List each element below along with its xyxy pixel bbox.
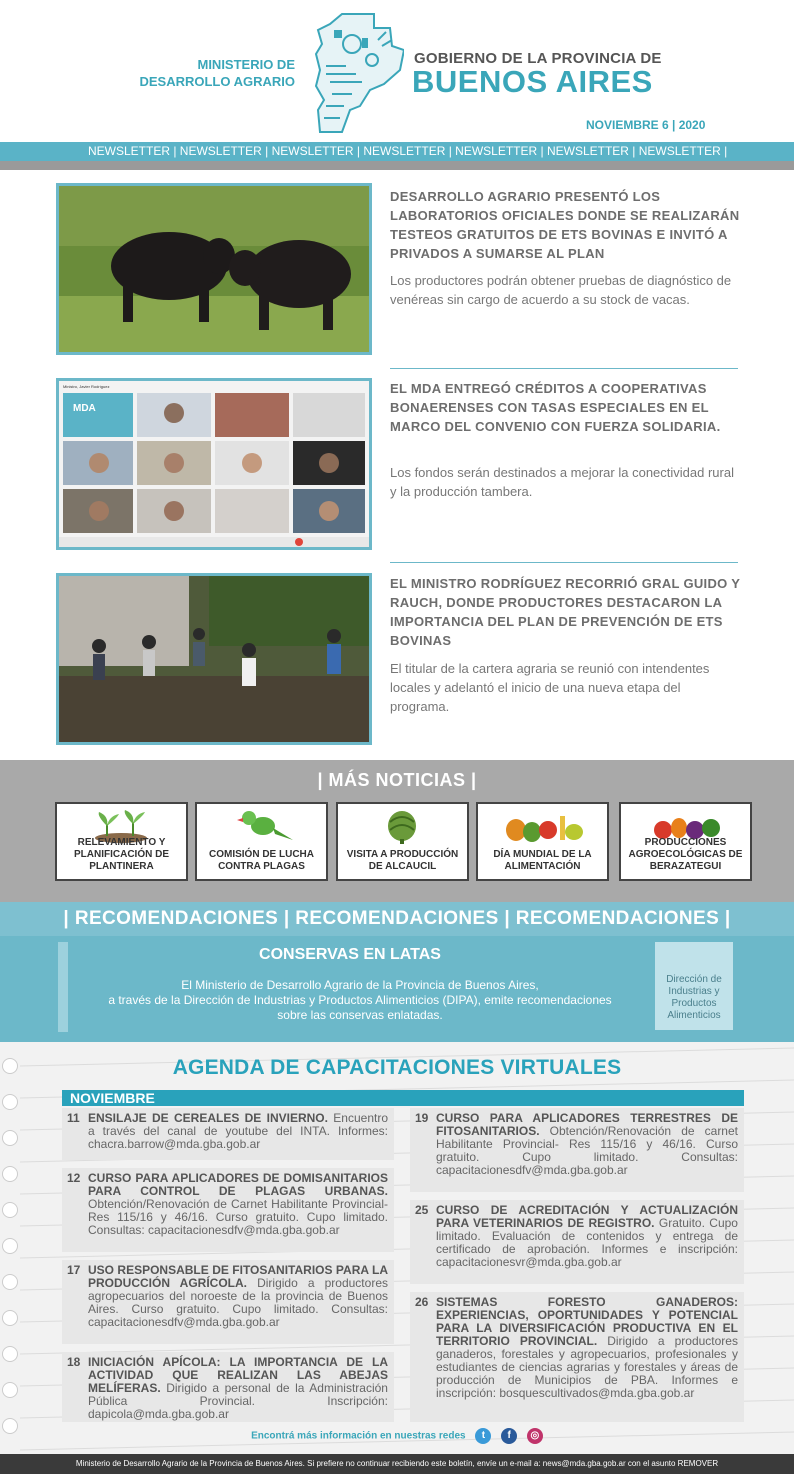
event-item[interactable] <box>410 1292 744 1422</box>
event-description: Dirigido a productores ganaderos, forestales y agropecuarios, profesionales y estudiantes de ciencias agrarias y forestales y áreas de producción de Municipios de PBA. Informes e inscripción: bosquescultivados@mda.gba.gob.ar <box>436 1334 738 1400</box>
news-card[interactable] <box>55 802 188 881</box>
header <box>0 0 794 142</box>
event-title: CURSO DE ACREDITACIÓN Y ACTUALIZACIÓN PARA VETERINARIOS DE REGISTRO. <box>436 1203 738 1230</box>
event-title: SISTEMAS FORESTO GANADEROS: EXPERIENCIAS, OPORTUNIDADES Y POTENCIAL PARA LA DIVERSIFICACIÓN PRODUCTIVA EN EL TERRITORIO PROVINCIAL. <box>436 1295 738 1348</box>
article-image-videocall[interactable] <box>56 378 372 550</box>
twitter-icon[interactable]: t <box>475 1428 491 1444</box>
event-title: ENSILAJE DE CEREALES DE INVIERNO. <box>88 1111 334 1125</box>
notebook-ring <box>2 1202 18 1218</box>
event-day: 11 <box>67 1111 80 1125</box>
news-card[interactable] <box>195 802 328 881</box>
event-item[interactable] <box>410 1200 744 1284</box>
event-title: INICIACIÓN APÍCOLA: LA IMPORTANCIA DE LA ACTIVIDAD QUE REALIZAN LAS ABEJAS MELÍFERAS. <box>88 1355 388 1395</box>
divider <box>0 161 794 170</box>
facebook-icon[interactable]: f <box>501 1428 517 1444</box>
event-item[interactable] <box>410 1108 744 1192</box>
recommendations-section <box>0 902 794 1042</box>
event-description: Obtención/Renovación de carnet Habilitante Provincial- Res 115/16 y 46/16. Curso gratuito. Cupo limitado. Consultas: capacitacionesdfv@mda.gba.gob.ar <box>436 1124 738 1177</box>
cattle-photo <box>59 186 369 352</box>
province-name: BUENOS AIRES <box>412 64 653 99</box>
event-day: 12 <box>67 1171 81 1185</box>
event-day: 19 <box>415 1111 429 1125</box>
notebook-ring <box>2 1130 18 1146</box>
notebook-ring <box>2 1310 18 1326</box>
separator <box>390 368 738 369</box>
videocall-toolbar-title: Ministro, Javier Rodríguez <box>63 384 110 389</box>
event-day: 17 <box>67 1263 81 1277</box>
event-item[interactable] <box>62 1108 394 1160</box>
article-summary: Los fondos serán destinados a mejorar la conectividad rural y la producción tambera. <box>390 465 734 499</box>
event-description: Obtención/Renovación de Carnet Habilitante Provincial- Res 115/16 y 46/16. Curso gratuito. Cupo limitado. Consultas: capacitacionesdfv@mda.gba.gob.ar <box>88 1197 388 1237</box>
recommendation-heading[interactable]: CONSERVAS EN LATAS <box>259 946 441 963</box>
more-news-title: | MÁS NOTICIAS | <box>317 770 477 790</box>
separator <box>390 562 738 563</box>
news-card-label: RELEVAMIENTO Y PLANIFICACIÓN DE PLANTINERA <box>74 837 169 872</box>
videocall-tile-logo: MDA <box>73 403 96 414</box>
more-news-section <box>0 760 794 902</box>
article-title[interactable]: EL MDA ENTREGÓ CRÉDITOS A COOPERATIVAS BONAERENSES CON TASAS ESPECIALES EN EL MARCO DEL CONVENIO CON FUERZA SOLIDARIA. <box>390 381 721 434</box>
newsletter-bar: NEWSLETTER | NEWSLETTER | NEWSLETTER | NEWSLETTER | NEWSLETTER | NEWSLETTER | NEWSLETTER | <box>0 142 794 161</box>
event-title: USO RESPONSABLE DE FITOSANITARIOS PARA LA PRODUCCIÓN AGRÍCOLA. <box>88 1263 388 1290</box>
footer: Ministerio de Desarrollo Agrario de la Provincia de Buenos Aires. Si prefiere no continuar recibiendo este boletín, envíe un e-mail a: news@mda.gba.gob.ar con el asunto REMOVER <box>0 1454 794 1474</box>
news-card[interactable] <box>476 802 609 881</box>
notebook-ring <box>2 1238 18 1254</box>
news-card-label: DÍA MUNDIAL DE LA ALIMENTACIÓN <box>493 849 592 872</box>
videocall-screenshot <box>59 381 369 547</box>
notebook-ring <box>2 1094 18 1110</box>
news-card-label: COMISIÓN DE LUCHA CONTRA PLAGAS <box>209 849 314 872</box>
event-day: 18 <box>67 1355 81 1369</box>
social-text: Encontrá más información en nuestras redes <box>251 1430 466 1442</box>
event-title: CURSO PARA APLICADORES TERRESTRES DE FITOSANITARIOS. <box>436 1111 738 1138</box>
article-title[interactable]: EL MINISTRO RODRÍGUEZ RECORRIÓ GRAL GUIDO Y RAUCH, DONDE PRODUCTORES DESTACARON LA IMPORTANCIA DEL PLAN DE PREVENCIÓN DE ETS BOVINAS <box>390 576 740 648</box>
outdoor-meeting-photo <box>59 576 369 742</box>
news-card-label: PRODUCCIONES AGROECOLÓGICAS DE BERAZATEGUI <box>628 837 743 872</box>
article-image-cattle[interactable] <box>56 183 372 355</box>
agenda-title: AGENDA DE CAPACITACIONES VIRTUALES <box>172 1056 622 1079</box>
ministry-name: MINISTERIO DE DESARROLLO AGRARIO <box>139 57 295 89</box>
event-item[interactable] <box>62 1352 394 1422</box>
article-summary: Los productores podrán obtener pruebas de diagnóstico de venéreas sin cargo de acuerdo a su stock de vacas. <box>390 273 732 307</box>
event-description: Encuentro a través del canal de youtube del INTA. Informes: chacra.barrow@mda.gba.gob.ar <box>88 1111 388 1151</box>
government-label: GOBIERNO DE LA PROVINCIA DE <box>414 50 662 67</box>
notebook-ring <box>2 1382 18 1398</box>
event-day: 25 <box>415 1203 429 1217</box>
article-image-meeting[interactable] <box>56 573 372 745</box>
social-links <box>0 1428 794 1444</box>
month-label: NOVIEMBRE <box>62 1090 744 1106</box>
news-card-label: VISITA A PRODUCCIÓN DE ALCAUCIL <box>346 849 459 872</box>
event-description: Dirigido a personal de la Administración Pública Provincial. Inscripción: dapicola@mda.gba.gob.ar <box>88 1381 388 1421</box>
notebook-ring <box>2 1166 18 1182</box>
instagram-icon[interactable]: ◎ <box>527 1428 543 1444</box>
notebook-ring <box>2 1346 18 1362</box>
news-card[interactable] <box>619 802 752 881</box>
decorative-stripe <box>58 942 68 1032</box>
vegetables-icon <box>478 806 607 844</box>
agenda-section <box>0 1042 794 1454</box>
dipa-label-box: Dirección de Industrias y Productos Alimenticios <box>655 942 733 1030</box>
parrot-icon <box>197 806 326 844</box>
event-item[interactable] <box>62 1260 394 1344</box>
event-item[interactable] <box>62 1168 394 1252</box>
artichoke-icon <box>338 806 467 844</box>
event-description: Dirigido a productores agropecuarios del noroeste de la provincia de Buenos Aires. Curso gratuito. Cupo limitado. Consultas: capacitacionesdfv@mda.gba.gob.ar <box>88 1276 388 1329</box>
event-day: 26 <box>415 1295 429 1309</box>
notebook-ring <box>2 1274 18 1290</box>
province-map-logo <box>312 10 404 134</box>
event-title: CURSO PARA APLICADORES DE DOMISANITARIOS PARA CONTROL DE PLAGAS URBANAS. <box>88 1171 388 1198</box>
recommendation-text: El Ministerio de Desarrollo Agrario de la Provincia de Buenos Aires, a través de la Dirección de Industrias y Productos Alimenticios (DIPA), emite recomendaciones sobre las conservas enlatadas. <box>108 978 612 1022</box>
recommendations-title: | RECOMENDACIONES | RECOMENDACIONES | RECOMENDACIONES | <box>63 908 731 929</box>
event-description: Gratuito. Cupo limitado. Evaluación de contenidos y entrega de certificado de aprobación. Informes e inscripción: capacitacionesvr@mda.gba.gob.ar <box>436 1216 738 1269</box>
article-summary: El titular de la cartera agraria se reunió con intendentes locales y adelantó el inicio de una nueva etapa del programa. <box>390 661 710 714</box>
news-card[interactable] <box>336 802 469 881</box>
article-title[interactable]: DESARROLLO AGRARIO PRESENTÓ LOS LABORATORIOS OFICIALES DONDE SE REALIZARÁN TESTEOS GRATUITOS DE ETS BOVINAS E INVITÓ A PRIVADOS A SUMARSE AL PLAN <box>390 189 740 261</box>
issue-date: NOVIEMBRE 6 | 2020 <box>586 118 706 132</box>
